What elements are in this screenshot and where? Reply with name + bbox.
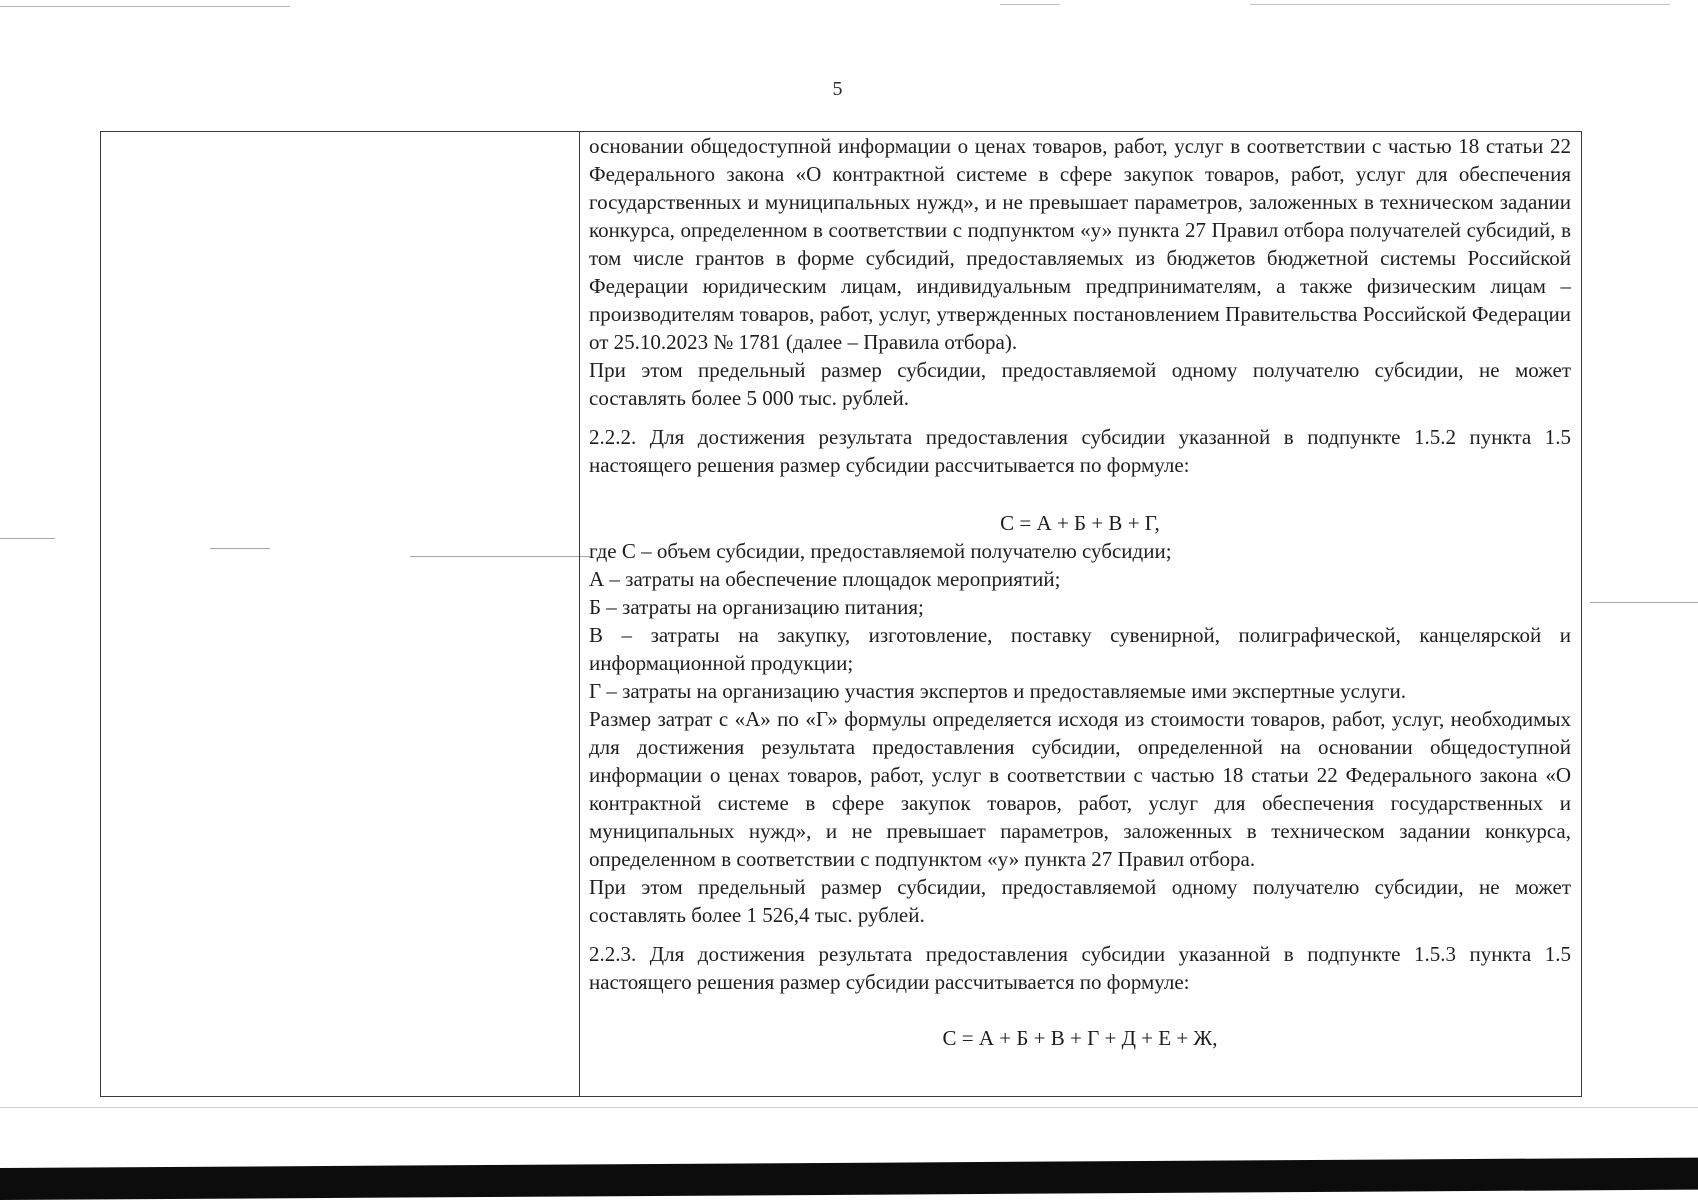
scan-artifact-top-mid <box>1000 4 1060 5</box>
scan-dash-line <box>1590 602 1698 603</box>
document-table <box>100 131 1582 1097</box>
scan-dash-line <box>0 1107 1698 1108</box>
paragraph-2-2-3: 2.2.3. Для достижения результата предоставления субсидии указанной в подпункте 1.5.3 пункта 1.5 настоящего решения размер субсидии рассчитывается по формуле: <box>589 942 1571 994</box>
page-number: 5 <box>832 78 843 100</box>
paragraph-limit-5000: При этом предельный размер субсидии, предоставляемой одному получателю субсидии, не может составлять более 5 000 тыс. рублей. <box>589 358 1571 410</box>
scan-dash-line <box>0 538 55 539</box>
definition-v: В – затраты на закупку, изготовление, поставку сувенирной, полиграфической, канцелярской и информационной продукции; <box>589 623 1571 675</box>
scan-artifact-top-right <box>1250 4 1670 5</box>
paragraph-price-basis: основании общедоступной информации о ценах товаров, работ, услуг в соответствии с частью 18 статьи 22 Федерального закона «О контрактной системе в сфере закупок товаров, работ, услуг для обеспечения государственных и муниципальных нужд», и не превышает параметров, заложенных в техническом задании конкурса, определенном в соответствии с подпунктом «у» пункта 27 Правил отбора получателей субсидий, в том числе грантов в форме субсидий, предоставляемых из бюджетов бюджетной системы Российской Федерации юридическим лицам, индивидуальным предпринимателям, а также физическим лицам – производителям товаров, работ, услуг, утвержденных постановлением Правительства Российской Федерации от 25.10.2023 № 1781 (далее – Правила отбора). <box>589 134 1571 354</box>
paragraph-2-2-2: 2.2.2. Для достижения результата предоставления субсидии указанной в подпункте 1.5.2 пункта 1.5 настоящего решения размер субсидии рассчитывается по формуле: <box>589 425 1571 477</box>
table-right-column <box>581 132 1581 1096</box>
definition-a: А – затраты на обеспечение площадок мероприятий; <box>589 567 1061 591</box>
formula-1: С = А + Б + В + Г, <box>1000 511 1160 535</box>
definition-g: Г – затраты на организацию участия экспертов и предоставляемые ими экспертные услуги. <box>589 679 1407 703</box>
scan-artifact-top-left <box>0 6 290 7</box>
table-left-column <box>101 132 580 1096</box>
definition-c: где С – объем субсидии, предоставляемой получателю субсидии; <box>589 539 1172 563</box>
paragraph-costs-basis: Размер затрат с «А» по «Г» формулы определяется исходя из стоимости товаров, работ, услуг, необходимых для достижения результата предоставления субсидии, определенной на основании общедоступной информации о ценах товаров, работ, услуг в соответствии с частью 18 статьи 22 Федерального закона «О контрактной системе в сфере закупок товаров, работ, услуг для обеспечения государственных и муниципальных нужд», и не превышает параметров, заложенных в техническом задании конкурса, определенном в соответствии с подпунктом «у» пункта 27 Правил отбора. <box>589 707 1571 871</box>
formula-2: С = А + Б + В + Г + Д + Е + Ж, <box>942 1026 1218 1050</box>
definition-b: Б – затраты на организацию питания; <box>589 595 924 619</box>
scan-bottom-shadow <box>0 1158 1698 1200</box>
paragraph-limit-1526: При этом предельный размер субсидии, предоставляемой одному получателю субсидии, не может составлять более 1 526,4 тыс. рублей. <box>589 875 1571 927</box>
